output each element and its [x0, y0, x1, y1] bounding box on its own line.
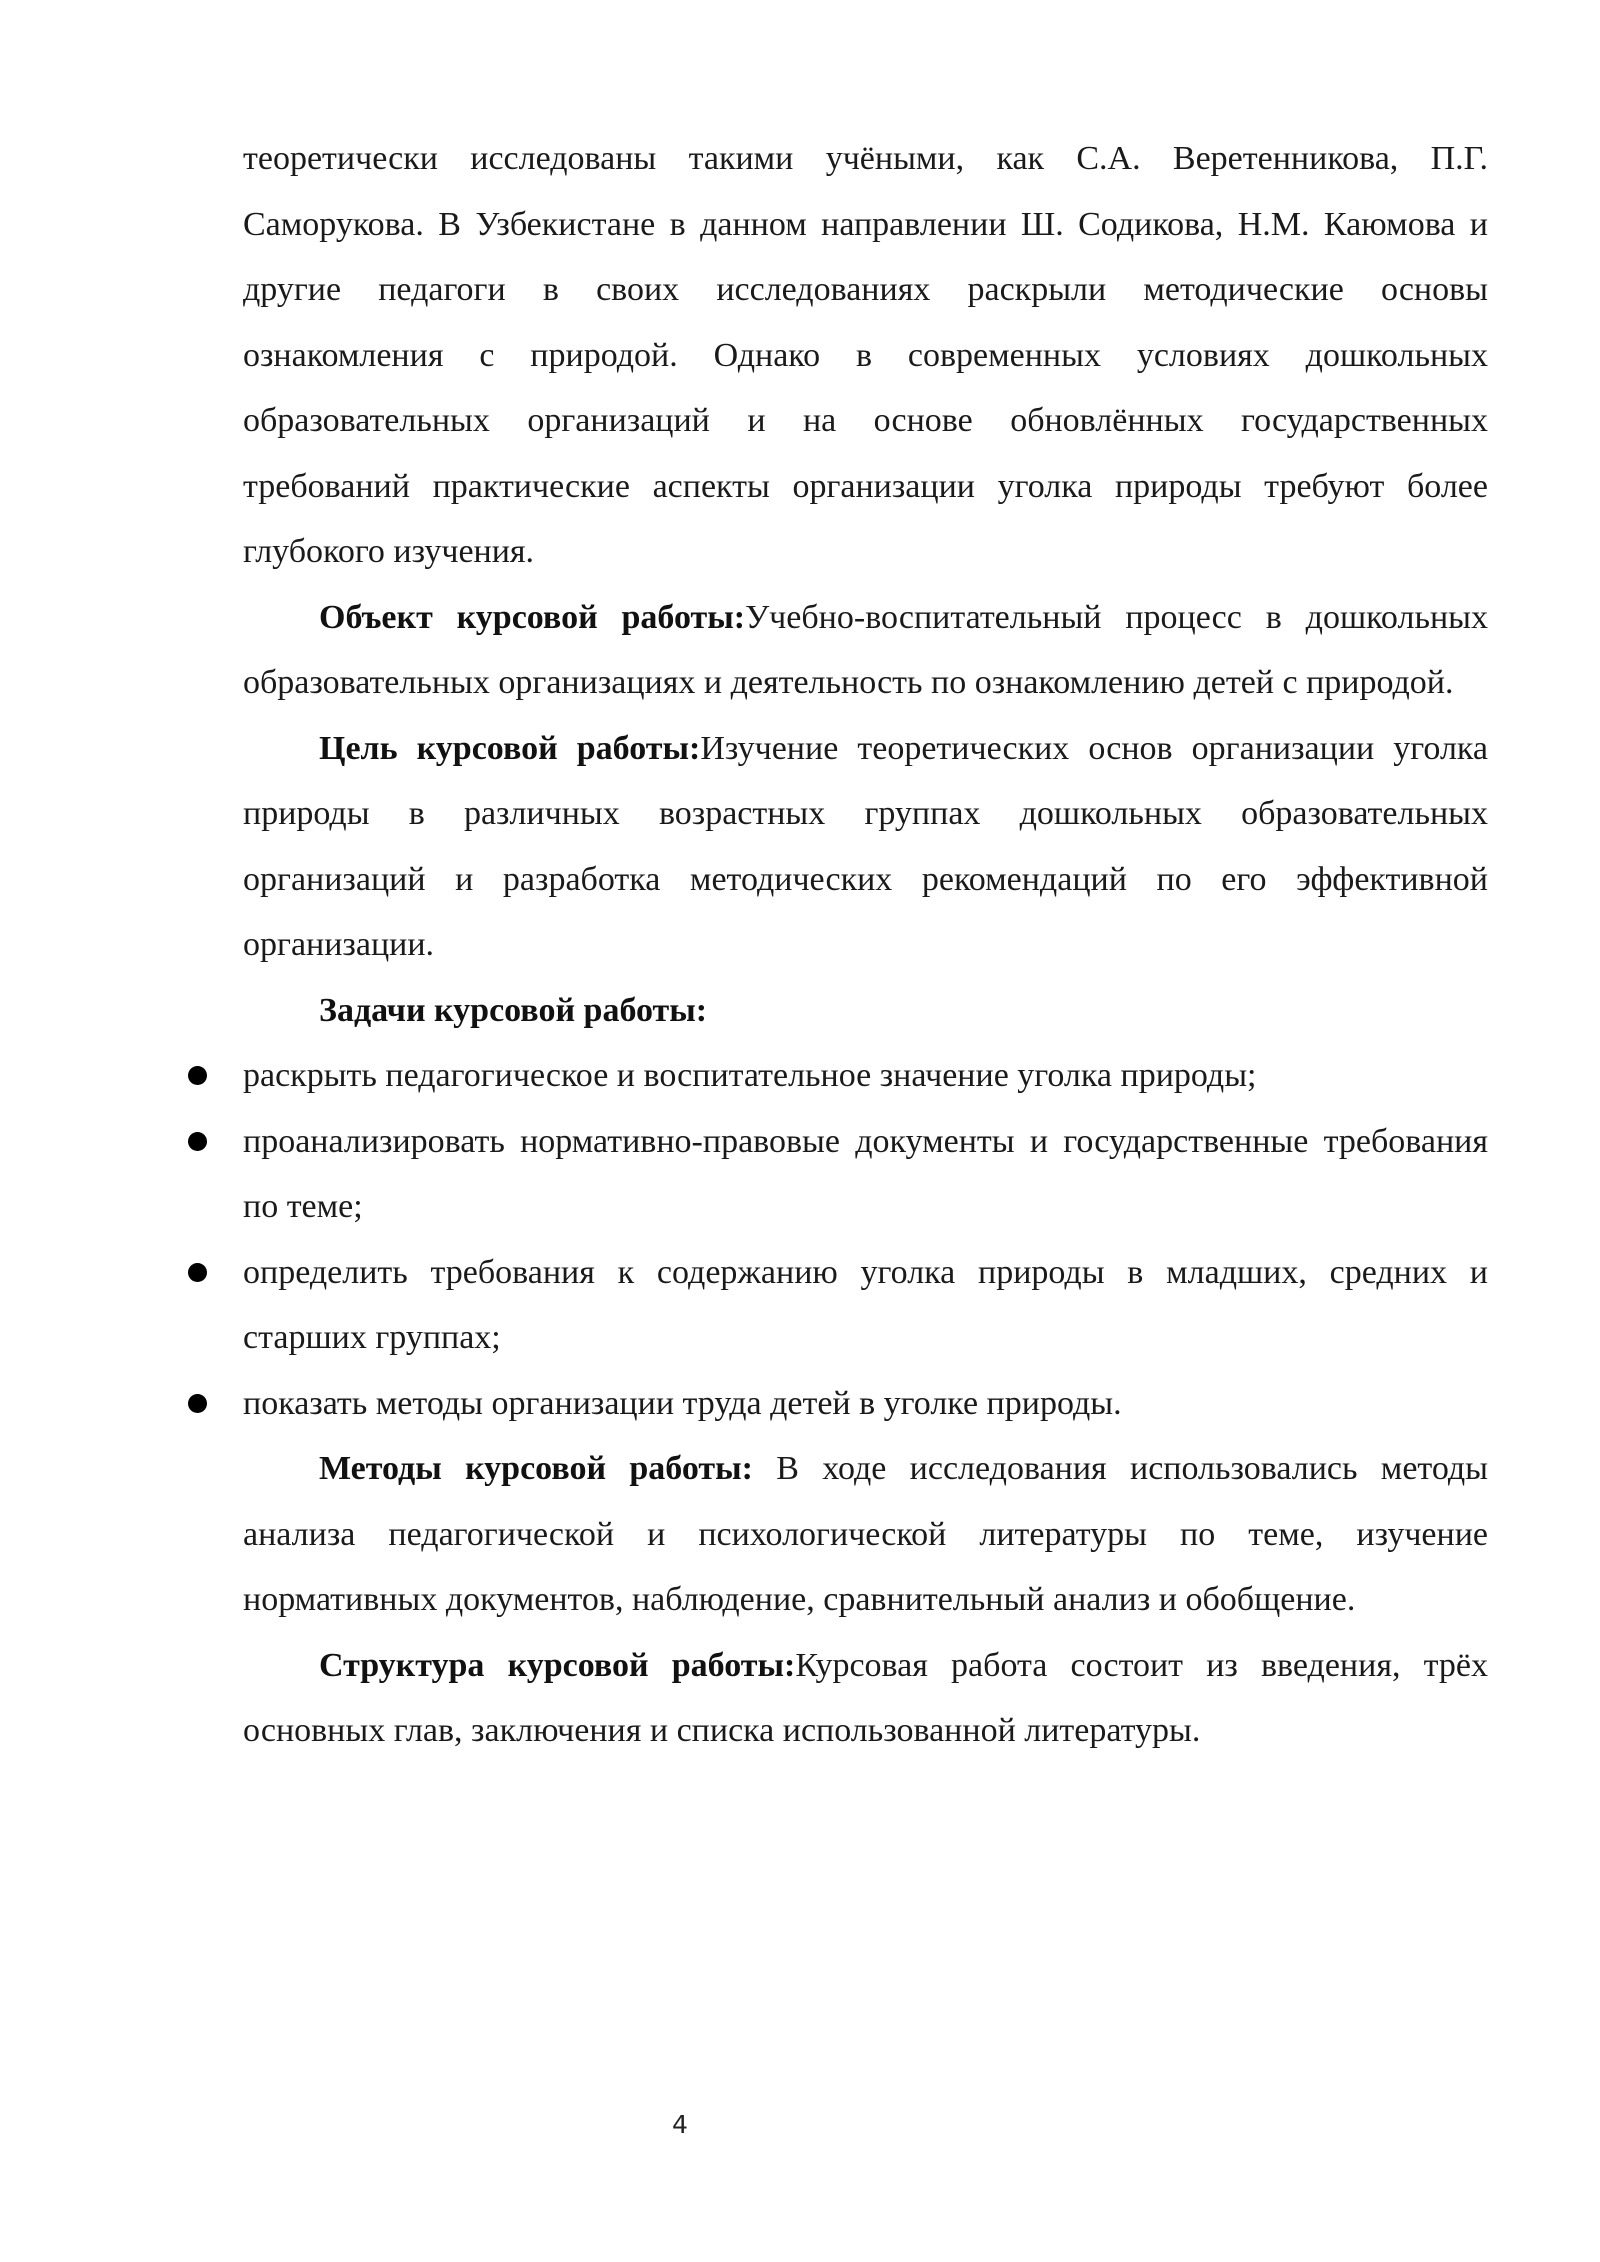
page-number: 4: [672, 2110, 688, 2139]
tasks-label: Задачи курсовой работы:: [319, 991, 708, 1029]
bullet-icon: [188, 1066, 207, 1085]
bullet-icon: [188, 1132, 207, 1151]
object-paragraph: [243, 585, 1488, 716]
goal-label: Цель курсовой работы:: [319, 729, 701, 767]
tasks-heading: [243, 978, 1488, 1044]
methods-label: Методы курсовой работы:: [319, 1450, 753, 1487]
list-item-text: показать методы организации труда детей в уголке природы.: [243, 1384, 1122, 1422]
bullet-icon: [188, 1263, 207, 1282]
goal-paragraph: [243, 716, 1488, 978]
structure-paragraph: [243, 1633, 1488, 1764]
list-item: [243, 1240, 1488, 1371]
list-item-text: раскрыть педагогическое и воспитательное значение уголка природы;: [243, 1057, 1257, 1094]
structure-text: Курсовая работа состоит из введения, трёх основных глав, заключения и списка использованной литературы.: [243, 1646, 1488, 1749]
document-body: [243, 126, 1488, 1764]
goal-text: Изучение теоретических основ организации уголка природы в различных возрастных группах дошкольных образовательных организаций и разработка методических рекомендаций по его эффективной организации.: [243, 729, 1489, 963]
list-item: [243, 1371, 1488, 1437]
object-text: Учебно-воспитательный процесс в дошкольных образовательных организациях и деятельность по ознакомлению детей с природой.: [243, 598, 1488, 701]
object-label: Объект курсовой работы:: [319, 598, 746, 636]
structure-label: Структура курсовой работы:: [319, 1646, 796, 1684]
list-item: [243, 1043, 1488, 1109]
intro-paragraph: теоретически исследованы такими учёными, как С.А. Веретенникова, П.Г. Саморукова. В Узбекистане в данном направлении Ш. Содикова, Н.М. Каюмова и другие педагоги в своих исследованиях раскрыли методические основы ознакомления с природой. Однако в современных условиях дошкольных образовательных организаций и на основе обновлённых государственных требований практические аспекты организации уголка природы требуют более глубокого изучения.: [243, 140, 1488, 570]
list-item: [243, 1109, 1488, 1240]
list-item-text: проанализировать нормативно-правовые документы и государственные требования по теме;: [243, 1122, 1488, 1225]
methods-text: В ходе исследования использовались методы анализа педагогической и психологической литературы по теме, изучение нормативных документов, наблюдение, сравнительный анализ и обобщение.: [243, 1450, 1488, 1618]
methods-paragraph: [243, 1436, 1488, 1633]
bullet-icon: [188, 1394, 207, 1413]
list-item-text: определить требования к содержанию уголка природы в младших, средних и старших группах;: [243, 1253, 1488, 1356]
tasks-list: [243, 1043, 1488, 1436]
